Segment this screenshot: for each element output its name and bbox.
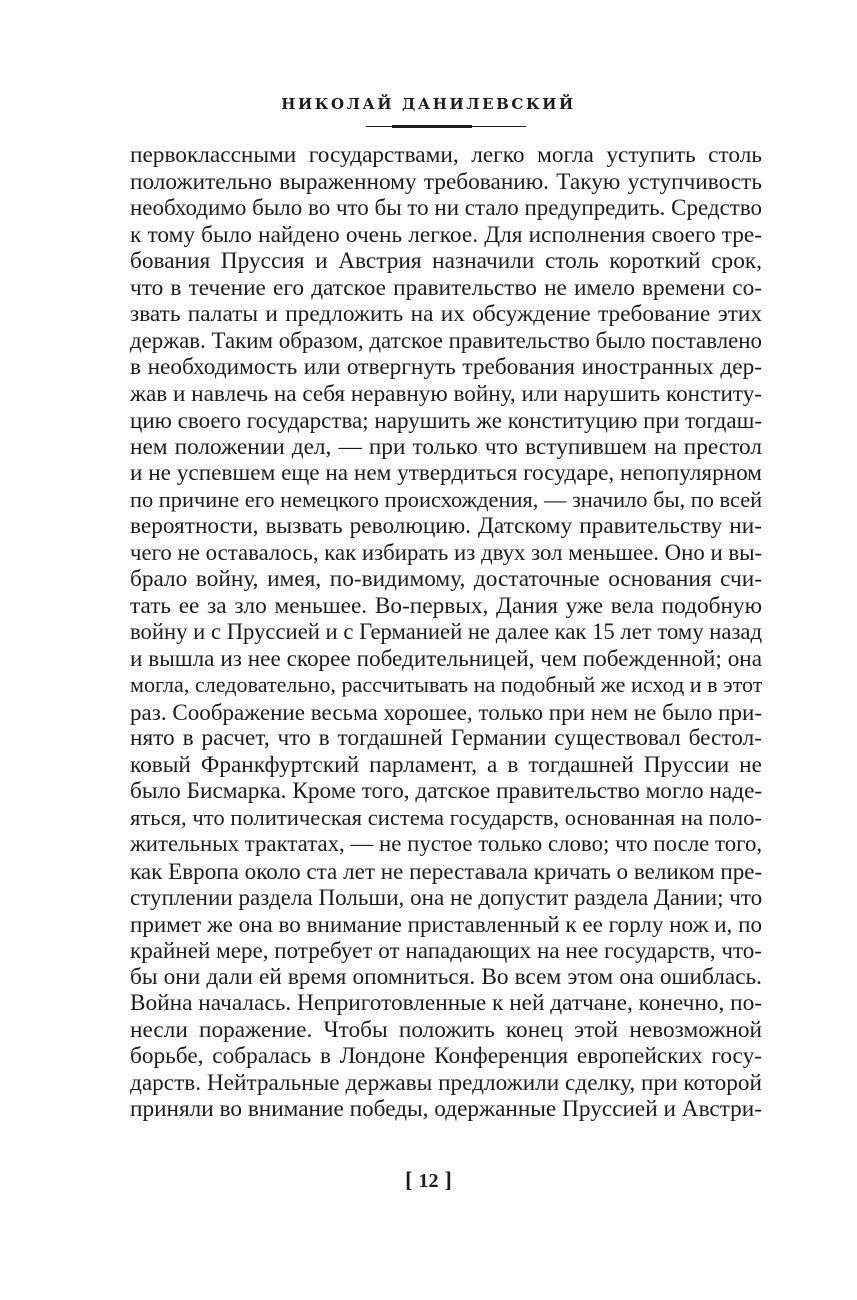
- text-line: вероятности, вызвать революцию. Датскому правительству ни-: [130, 513, 762, 539]
- text-line: борьбе, собралась в Лондоне Конференция европейских госу-: [130, 1043, 762, 1069]
- page-number-value: 12: [418, 1170, 439, 1192]
- text-line: и не успевшем еще на нем утвердиться государе, непопулярном: [130, 460, 762, 486]
- text-line: могла, следовательно, рассчитывать на подобный же исход и в этот: [130, 672, 763, 697]
- text-line: первоклассными государствами, легко могла уступить столь: [130, 142, 762, 168]
- text-line: звать палаты и предложить на их обсуждение требование этих: [130, 301, 762, 327]
- text-line: что в течение его датское правительство не имело времени со-: [130, 274, 762, 301]
- text-line: нято в расчет, что в тогдашней Германии существовал бестол-: [130, 725, 762, 751]
- text-line: и вышла из нее скорее победительницей, чем побежденной; она: [130, 645, 762, 672]
- bracket-close: ]: [444, 1167, 452, 1192]
- text-line: войну и с Пруссией и с Германией не далее как 15 лет тому назад: [130, 619, 762, 644]
- text-line: жительных трактатах, — не пустое только слово; что после того,: [130, 831, 763, 856]
- text-line: раз. Соображение весьма хорошее, только при нем не было при-: [130, 698, 762, 725]
- text-line: крайней мере, потребует от нападающих на нее государств, что-: [130, 937, 762, 963]
- text-line: бования Пруссия и Австрия назначили столь короткий срок,: [130, 248, 762, 274]
- text-line: тать ее за зло меньшее. Во-первых, Дания уже вела подобную: [130, 592, 762, 619]
- text-line: ступлении раздела Польши, она не допустит раздела Дании; что: [130, 884, 763, 910]
- text-line: как Европа около ста лет не переставала кричать о великом пре-: [130, 857, 763, 884]
- text-line: Война началась. Неприготовленные к ней датчане, конечно, по-: [130, 990, 762, 1016]
- text-line: необходимо было во что бы то ни стало предупредить. Средство: [130, 195, 763, 220]
- text-line: держав. Таким образом, датское правительство было поставлено: [130, 327, 762, 353]
- text-line: по причине его немецкого происхождения, — значило бы, по всей: [130, 486, 763, 512]
- text-line: чего не оставалось, как избирать из двух зол меньшее. Оно и вы-: [130, 539, 763, 565]
- bracket-open: [: [405, 1167, 413, 1192]
- text-line: брало войну, имея, по-видимому, достаточные основания счи-: [130, 566, 762, 592]
- text-line: в необходимость или отвергнуть требования иностранных дер-: [130, 354, 762, 380]
- header-rule-accent: [392, 125, 472, 128]
- text-line: дарств. Нейтральные державы предложили сделку, при которой: [130, 1069, 762, 1096]
- text-line: к тому было найдено очень легкое. Для исполнения своего тре-: [130, 221, 762, 248]
- text-line: жав и навлечь на себя неравную войну, или нарушить конститу-: [130, 380, 762, 407]
- text-line: было Бисмарка. Кроме того, датское правительство могло наде-: [130, 778, 763, 804]
- text-line: несли поражение. Чтобы положить конец этой невозможной: [130, 1016, 762, 1043]
- text-line: бы они дали ей время опомниться. Во всем этом она ошиблась.: [130, 963, 762, 990]
- running-title: НИКОЛАЙ ДАНИЛЕВСКИЙ: [281, 95, 576, 113]
- text-line: ковый Франкфуртский парламент, а в тогдашней Пруссии не: [130, 751, 762, 778]
- text-line: положительно выраженному требованию. Такую уступчивость: [130, 168, 762, 195]
- text-line: примет же она во внимание приставленный к ее горлу нож и, по: [130, 910, 762, 937]
- body-text: [130, 142, 762, 1123]
- page-number: [0, 1167, 857, 1193]
- text-line: приняли во внимание победы, одержанные Пруссией и Австри-: [130, 1096, 762, 1122]
- text-line: нем положении дел, — при только что вступившем на престол: [130, 433, 762, 460]
- text-line: яться, что политическая система государств, основанная на поло-: [130, 804, 762, 830]
- text-line: цию своего государства; нарушить же конституцию при тогдаш-: [130, 407, 762, 433]
